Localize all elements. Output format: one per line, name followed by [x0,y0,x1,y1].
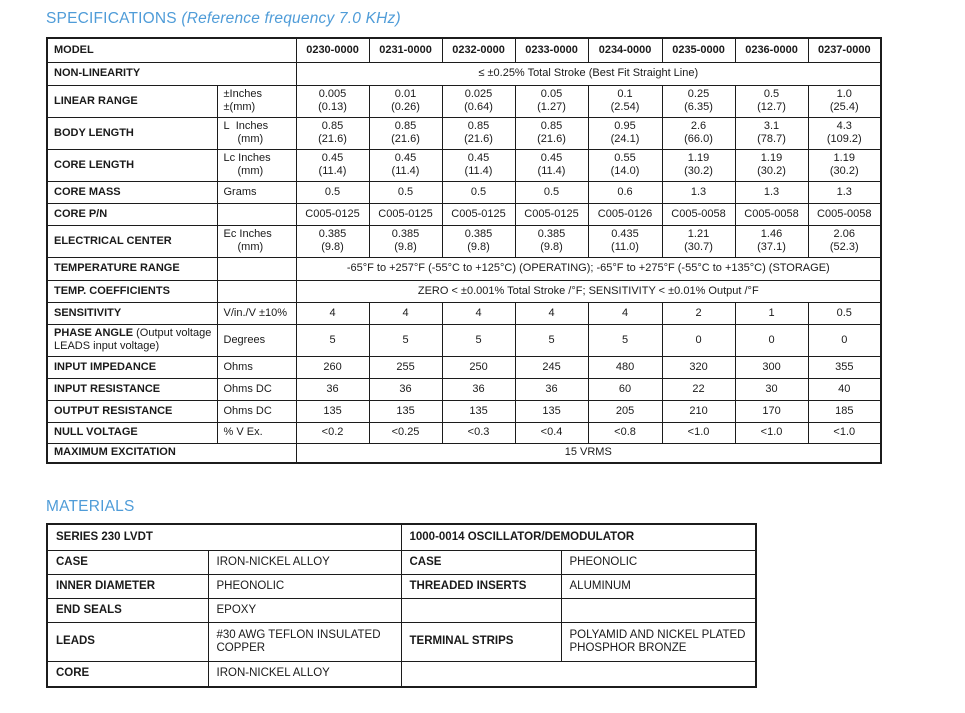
value-cell: 135 [515,400,588,422]
value-cell: 4 [442,302,515,324]
value-cell: 0.385 (9.8) [369,225,442,257]
value-cell: 0.45 (11.4) [442,149,515,181]
value-cell: <0.8 [588,422,662,443]
value-cell: -65°F to +257°F (-55°C to +125°C) (OPERATING); -65°F to +275°F (-55°C to +135°C) (STORAGE) [296,257,881,280]
value-cell: 4 [515,302,588,324]
material-value: PHEONOLIC [208,574,401,598]
value-cell: 1 [735,302,808,324]
value-cell: 1.46 (37.1) [735,225,808,257]
value-cell: 1.19 (30.2) [808,149,881,181]
unit-cell: Lc Inches (mm) [217,149,296,181]
value-cell: 2.6 (66.0) [662,117,735,149]
unit-cell [217,280,296,302]
spec-row-temperature-range [47,257,881,280]
materials-row-inner-diameter [47,574,756,598]
unit-cell: Ohms [217,356,296,378]
model-cell: 0237-0000 [808,38,881,62]
value-cell: 0.01 (0.26) [369,85,442,117]
value-cell: 260 [296,356,369,378]
value-cell: 0.5 [442,181,515,203]
value-cell: 185 [808,400,881,422]
spec-row-maximum-excitation [47,443,881,463]
material-label: END SEALS [47,598,208,622]
value-cell: 4 [296,302,369,324]
material-value: ALUMINUM [561,574,756,598]
value-cell: 135 [442,400,515,422]
model-cell: 0231-0000 [369,38,442,62]
model-cell: 0235-0000 [662,38,735,62]
value-cell: C005-0058 [808,203,881,225]
row-label: LINEAR RANGE [47,85,217,117]
specifications-table [46,37,882,464]
material-label: TERMINAL STRIPS [401,622,561,661]
spec-row-temp-coefficients [47,280,881,302]
row-label: BODY LENGTH [47,117,217,149]
material-value: IRON-NICKEL ALLOY [208,550,401,574]
specifications-title-text: SPECIFICATIONS [46,10,177,27]
material-label: INNER DIAMETER [47,574,208,598]
row-label: OUTPUT RESISTANCE [47,400,217,422]
value-cell: 255 [369,356,442,378]
value-cell: 0.025 (0.64) [442,85,515,117]
spec-row-null-voltage [47,422,881,443]
spec-row-electrical-center [47,225,881,257]
materials-row-case [47,550,756,574]
material-label [401,598,561,622]
material-label: CASE [47,550,208,574]
value-cell: 36 [442,378,515,400]
unit-cell: V/in./V ±10% [217,302,296,324]
value-cell: 0.85 (21.6) [369,117,442,149]
model-cell: 0233-0000 [515,38,588,62]
value-cell: 1.0 (25.4) [808,85,881,117]
value-cell: 0.85 (21.6) [442,117,515,149]
spec-row-input-resistance [47,378,881,400]
value-cell: 135 [369,400,442,422]
material-value: PHEONOLIC [561,550,756,574]
value-cell: C005-0058 [662,203,735,225]
value-cell: 0.435 (11.0) [588,225,662,257]
value-cell: C005-0125 [515,203,588,225]
value-cell: C005-0125 [369,203,442,225]
spec-row-output-resistance [47,400,881,422]
value-cell: 0 [808,324,881,356]
value-cell: 36 [296,378,369,400]
value-cell: 205 [588,400,662,422]
row-label: SENSITIVITY [47,302,217,324]
value-cell: 0.45 (11.4) [515,149,588,181]
reference-frequency-note: (Reference frequency 7.0 KHz) [181,10,401,27]
value-cell: 5 [296,324,369,356]
value-cell: C005-0058 [735,203,808,225]
row-label: TEMP. COEFFICIENTS [47,280,217,302]
value-cell: C005-0126 [588,203,662,225]
material-value: IRON-NICKEL ALLOY [208,661,401,687]
spec-row-non-linearity [47,62,881,85]
unit-cell: ±Inches ±(mm) [217,85,296,117]
value-cell: 0.5 [369,181,442,203]
spec-row-model [47,38,881,62]
row-label: MAXIMUM EXCITATION [47,443,296,463]
value-cell: 5 [369,324,442,356]
value-cell: <0.4 [515,422,588,443]
value-cell: 480 [588,356,662,378]
unit-cell: Degrees [217,324,296,356]
row-label: CORE LENGTH [47,149,217,181]
value-cell: 1.19 (30.2) [662,149,735,181]
value-cell: 245 [515,356,588,378]
unit-cell: Grams [217,181,296,203]
value-cell: 5 [588,324,662,356]
value-cell: 0.385 (9.8) [515,225,588,257]
value-cell: 0.55 (14.0) [588,149,662,181]
spec-row-input-impedance [47,356,881,378]
value-cell: 300 [735,356,808,378]
value-cell: 1.21 (30.7) [662,225,735,257]
material-label: CORE [47,661,208,687]
value-cell: 1.19 (30.2) [735,149,808,181]
materials-header-row [47,524,756,550]
value-cell: ≤ ±0.25% Total Stroke (Best Fit Straight Line) [296,62,881,85]
value-cell: 135 [296,400,369,422]
value-cell: 22 [662,378,735,400]
unit-cell: Ohms DC [217,378,296,400]
value-cell: 0.85 (21.6) [296,117,369,149]
value-cell: 0.5 [515,181,588,203]
value-cell: 60 [588,378,662,400]
materials-row-core [47,661,756,687]
material-value: POLYAMID AND NICKEL PLATED PHOSPHOR BRONZE [561,622,756,661]
lvdt-header-cell: SERIES 230 LVDT [47,524,401,550]
material-value: #30 AWG TEFLON INSULATED COPPER [208,622,401,661]
materials-row-leads [47,622,756,661]
row-label: CORE P/N [47,203,217,225]
value-cell: 0 [735,324,808,356]
value-cell: 4 [369,302,442,324]
oscillator-header-cell: 1000-0014 OSCILLATOR/DEMODULATOR [401,524,756,550]
value-cell: 3.1 (78.7) [735,117,808,149]
value-cell: 1.3 [808,181,881,203]
value-cell: 0.5 [296,181,369,203]
spec-row-core-length [47,149,881,181]
value-cell: <1.0 [735,422,808,443]
unit-cell: Ec Inches (mm) [217,225,296,257]
row-label: INPUT IMPEDANCE [47,356,217,378]
value-cell: <1.0 [808,422,881,443]
value-cell: 355 [808,356,881,378]
model-cell: 0236-0000 [735,38,808,62]
value-cell: 30 [735,378,808,400]
value-cell: 0.5 [808,302,881,324]
value-cell: <0.2 [296,422,369,443]
unit-cell: L Inches (mm) [217,117,296,149]
value-cell: <1.0 [662,422,735,443]
value-cell: 2.06 (52.3) [808,225,881,257]
spec-row-linear-range [47,85,881,117]
spec-row-phase-angle [47,324,881,356]
material-label: THREADED INSERTS [401,574,561,598]
value-cell: 320 [662,356,735,378]
value-cell: 1.3 [662,181,735,203]
material-value [561,598,756,622]
value-cell: 36 [515,378,588,400]
row-label: TEMPERATURE RANGE [47,257,217,280]
value-cell: 4.3 (109.2) [808,117,881,149]
value-cell: 5 [515,324,588,356]
row-label: ELECTRICAL CENTER [47,225,217,257]
row-label: INPUT RESISTANCE [47,378,217,400]
row-label: CORE MASS [47,181,217,203]
value-cell: 2 [662,302,735,324]
value-cell: <0.3 [442,422,515,443]
value-cell: 0.5 (12.7) [735,85,808,117]
material-label: CASE [401,550,561,574]
material-value: EPOXY [208,598,401,622]
value-cell: C005-0125 [296,203,369,225]
value-cell: ZERO < ±0.001% Total Stroke /°F; SENSITIVITY < ±0.01% Output /°F [296,280,881,302]
unit-cell: % V Ex. [217,422,296,443]
value-cell: 36 [369,378,442,400]
value-cell: 0.6 [588,181,662,203]
row-label: NULL VOLTAGE [47,422,217,443]
value-cell: 0.45 (11.4) [296,149,369,181]
value-cell: 0.05 (1.27) [515,85,588,117]
material-empty-cell [401,661,756,687]
value-cell: 4 [588,302,662,324]
model-cell: 0232-0000 [442,38,515,62]
value-cell: 0.1 (2.54) [588,85,662,117]
material-label: LEADS [47,622,208,661]
unit-cell: Ohms DC [217,400,296,422]
materials-table [46,523,757,688]
unit-cell [217,203,296,225]
value-cell: 1.3 [735,181,808,203]
value-cell: 0.45 (11.4) [369,149,442,181]
value-cell: 5 [442,324,515,356]
value-cell: <0.25 [369,422,442,443]
value-cell: 170 [735,400,808,422]
value-cell: 0.385 (9.8) [442,225,515,257]
value-cell: 40 [808,378,881,400]
model-row-label: MODEL [47,38,296,62]
value-cell: 0 [662,324,735,356]
materials-title: MATERIALS [46,498,135,515]
value-cell: 0.385 (9.8) [296,225,369,257]
spec-row-core-pn [47,203,881,225]
value-cell: 250 [442,356,515,378]
value-cell: 210 [662,400,735,422]
spec-row-sensitivity [47,302,881,324]
value-cell: 0.85 (21.6) [515,117,588,149]
value-cell: 0.95 (24.1) [588,117,662,149]
value-cell: C005-0125 [442,203,515,225]
spec-row-core-mass [47,181,881,203]
model-cell: 0230-0000 [296,38,369,62]
row-label: PHASE ANGLE (Output voltage LEADS input voltage) [47,324,217,356]
value-cell: 0.005 (0.13) [296,85,369,117]
spec-row-body-length [47,117,881,149]
unit-cell [217,257,296,280]
row-label: NON-LINEARITY [47,62,296,85]
value-cell: 0.25 (6.35) [662,85,735,117]
materials-row-end-seals [47,598,756,622]
specifications-title [0,0,965,28]
model-cell: 0234-0000 [588,38,662,62]
value-cell: 15 VRMS [296,443,881,463]
